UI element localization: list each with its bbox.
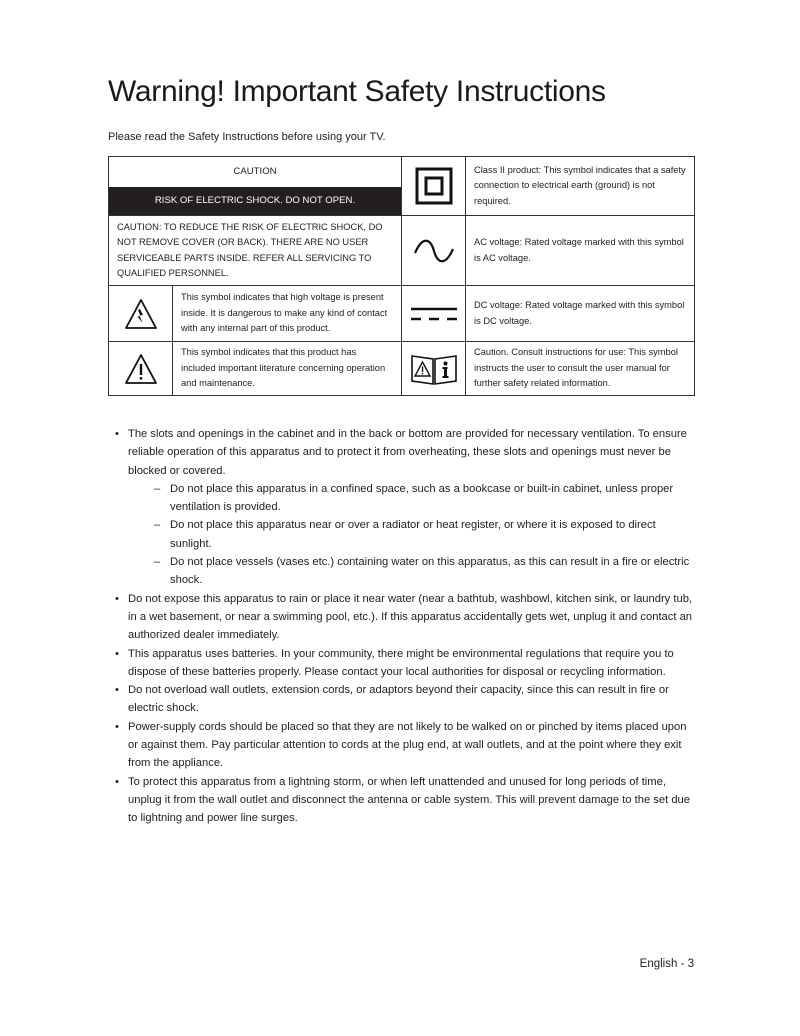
safety-symbols-table bbox=[108, 156, 695, 396]
sub-list bbox=[128, 480, 698, 590]
literature-icon-cell bbox=[109, 342, 173, 396]
caution-banner: RISK OF ELECTRIC SHOCK. DO NOT OPEN. bbox=[109, 187, 401, 215]
high-voltage-description: This symbol indicates that high voltage is present inside. It is dangerous to make any kind of contact with any internal part of this product. bbox=[173, 286, 402, 342]
caution-heading: CAUTION bbox=[233, 166, 277, 177]
ac-icon-cell bbox=[402, 216, 466, 286]
list-item: • Do not expose this apparatus to rain or place it near water (near a bathtub, washbowl, kitchen sink, or laundry tub, in a wet basement, or near a swimming pool, etc.). If this apparatus accidentally gets wet, unplug it and contact an authorized dealer immediately. bbox=[108, 590, 698, 645]
sub-list-item: – Do not place this apparatus in a confined space, such as a bookcase or built-in cabinet, unless proper ventilation is provided. bbox=[128, 480, 698, 517]
consult-description: Caution. Consult instructions for use: This symbol instructs the user to consult the user manual for further safety related information. bbox=[466, 342, 695, 396]
dc-icon-cell bbox=[402, 286, 466, 342]
list-item: • Power-supply cords should be placed so that they are not likely to be walked on or pinched by items placed upon or against them. Pay particular attention to cords at the plug end, at wall outlets, and at the point where they exit from the appliance. bbox=[108, 718, 698, 773]
caution-text: CAUTION: TO REDUCE THE RISK OF ELECTRIC SHOCK, DO NOT REMOVE COVER (OR BACK). THERE ARE NO USER SERVICEABLE PARTS INSIDE. REFER ALL SERVICING TO QUALIFIED PERSONNEL. bbox=[109, 216, 402, 286]
list-item: • Do not overload wall outlets, extension cords, or adaptors beyond their capacity, since this can result in fire or electric shock. bbox=[108, 681, 698, 718]
safety-bullet-list bbox=[108, 425, 698, 828]
exclamation-warning-icon bbox=[124, 353, 158, 385]
page-footer: English - 3 bbox=[639, 958, 694, 970]
caution-header-cell bbox=[109, 157, 402, 216]
list-item bbox=[108, 425, 698, 590]
ac-description: AC voltage: Rated voltage marked with this symbol is AC voltage. bbox=[466, 216, 695, 286]
double-square-icon bbox=[414, 166, 454, 206]
list-item: • To protect this apparatus from a lightning storm, or when left unattended and unused for long periods of time, unplug it from the wall outlet and disconnect the antenna or cable system. This will prevent damage to the set due to lightning and power line surges. bbox=[108, 773, 698, 828]
list-item: • This apparatus uses batteries. In your community, there might be environmental regulations that require you to dispose of these batteries properly. Please contact your local authorities for disposal or recycling information. bbox=[108, 645, 698, 682]
sub-list-item: – Do not place vessels (vases etc.) containing water on this apparatus, as this can result in a fire or electric shock. bbox=[128, 553, 698, 590]
dc-lines-icon bbox=[409, 304, 459, 324]
page-title: Warning! Important Safety Instructions bbox=[108, 75, 606, 108]
literature-description: This symbol indicates that this product has included important literature concerning operation and maintenance. bbox=[173, 342, 402, 396]
dc-description: DC voltage: Rated voltage marked with this symbol is DC voltage. bbox=[466, 286, 695, 342]
lightning-warning-icon bbox=[124, 298, 158, 330]
consult-icon-cell bbox=[402, 342, 466, 396]
book-info-icon bbox=[409, 351, 459, 387]
class2-icon-cell bbox=[402, 157, 466, 216]
high-voltage-icon-cell bbox=[109, 286, 173, 342]
class2-description: Class II product: This symbol indicates that a safety connection to electrical earth (ground) is not required. bbox=[466, 157, 695, 216]
list-item-text: The slots and openings in the cabinet and in the back or bottom are provided for necessary ventilation. To ensure reliable operation of this apparatus and to protect it from overheating, these slots and openings must never be blocked or covered. bbox=[128, 428, 687, 477]
sine-wave-icon bbox=[412, 239, 456, 263]
sub-list-item: – Do not place this apparatus near or over a radiator or heat register, or where it is exposed to direct sunlight. bbox=[128, 516, 698, 553]
intro-text: Please read the Safety Instructions before using your TV. bbox=[108, 131, 386, 143]
